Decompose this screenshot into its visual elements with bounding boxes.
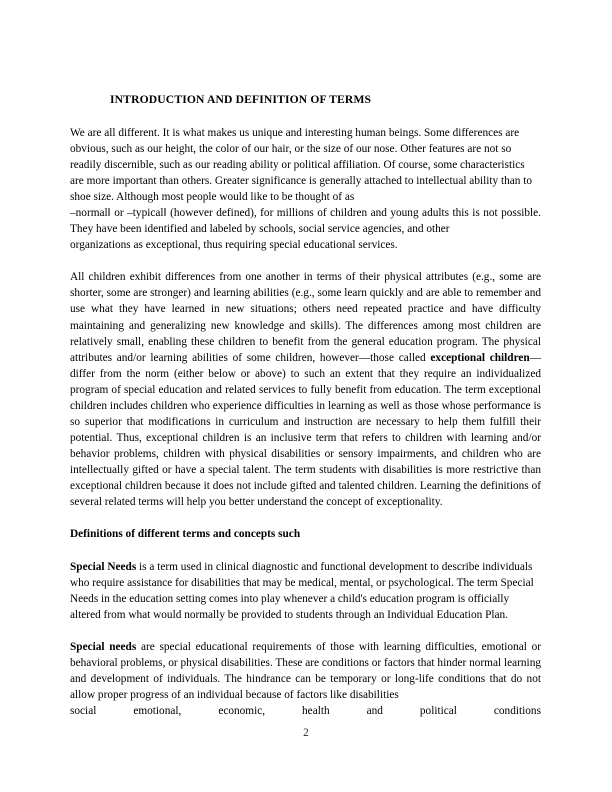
bold-term-special-needs-capital: Special Needs: [70, 561, 137, 574]
paragraph-intro-head: We are all different. It is what makes us unique and interesting human beings. Some differences are obvious, such as our height, the color of our hair, or the size of our nose. Other features are not so readily discernible, such as our reading ability or political affiliation. Of course, some characteristics are more important than others. Greater significance is generally attached to intellectual ability than to shoe size. Although most people would like to be thought of as: [70, 127, 533, 204]
section-subheading: Definitions of different terms and concepts such: [70, 528, 301, 541]
paragraph-intro-tail: [70, 205, 541, 253]
final-line-word: political: [419, 705, 457, 718]
bold-term-exceptional-children: exceptional children: [430, 351, 530, 364]
paragraph-intro-tail-text: ‒normal‖ or ‒typical‖ (however defined), for millions of children and young adults this is not possible. They have been identified and labeled by schools, social service agencies, and other: [70, 207, 541, 236]
final-line-word: emotional,: [133, 705, 182, 718]
final-line-word: health: [302, 705, 330, 718]
page-content: [70, 92, 541, 720]
page-title: INTRODUCTION AND DEFINITION OF TERMS: [110, 93, 372, 106]
paragraph-special-needs-final-line: [70, 703, 541, 719]
paragraph-special-needs-lower: [70, 639, 541, 703]
paragraph-exceptional-children: [70, 269, 541, 510]
paragraph-special-needs-capital-text: is a term used in clinical diagnostic and functional development to describe individuals who require assistance for disabilities that may be medical, mental, or psychological. The term Special Needs in the education setting comes into play whenever a child's education program is officially altered from what would normally be provided to students through an Individual Education Plan.: [70, 561, 534, 622]
final-line-word: and: [366, 705, 383, 718]
paragraph-exceptional-part2: —differ from the norm (either below or above) to such an extent that they require an individualized program of special education and related services to fully benefit from education. The term exceptional children includes children who experience difficulties in learning as well as those whose performance is so superior that modifications in curriculum and instruction are necessary to help them fulfill their potential. Thus, exceptional children is an inclusive term that refers to children with learning and/or behavior problems, children with physical disabilities or sensory impairments, and children who are intellectually gifted or have a special talent. The term students with disabilities is more restrictive than exceptional children because it does not include gifted and talented children. Learning the definitions of several related terms will help you better understand the concept of exceptionality.: [70, 351, 541, 509]
page-number: 2: [303, 727, 309, 739]
paragraph-intro-tail-lastline: organizations as exceptional, thus requiring special educational services.: [70, 239, 398, 252]
paragraph-exceptional-part1: All children exhibit differences from one another in terms of their physical attributes (e.g., some are shorter, some are stronger) and learning abilities (e.g., some learn quickly and are able to remember and use what they have learned in new situations; others need repeated practice and have difficulty maintaining and generalizing new knowledge and skills). The differences among most children are relatively small, enabling these children to benefit from the general education program. The physical attributes and/or learning abilities of some children, however—those called: [70, 271, 541, 364]
paragraph-special-needs-lower-text: are special educational requirements of those with learning difficulties, emotional or behavioral problems, or physical disabilities. These are conditions or factors that hinder normal learning and development of individuals. The hindrance can be temporary or long-life conditions that do not allow proper progress of an individual because of factors like disabilities: [70, 641, 541, 702]
paragraph-special-needs-capital: [70, 559, 541, 623]
bold-term-special-needs-lower: Special needs: [70, 641, 137, 654]
final-line-word: conditions: [493, 705, 541, 718]
final-line-word: social: [70, 705, 97, 718]
paragraph-intro: [70, 125, 541, 253]
final-line-word: economic,: [218, 705, 266, 718]
